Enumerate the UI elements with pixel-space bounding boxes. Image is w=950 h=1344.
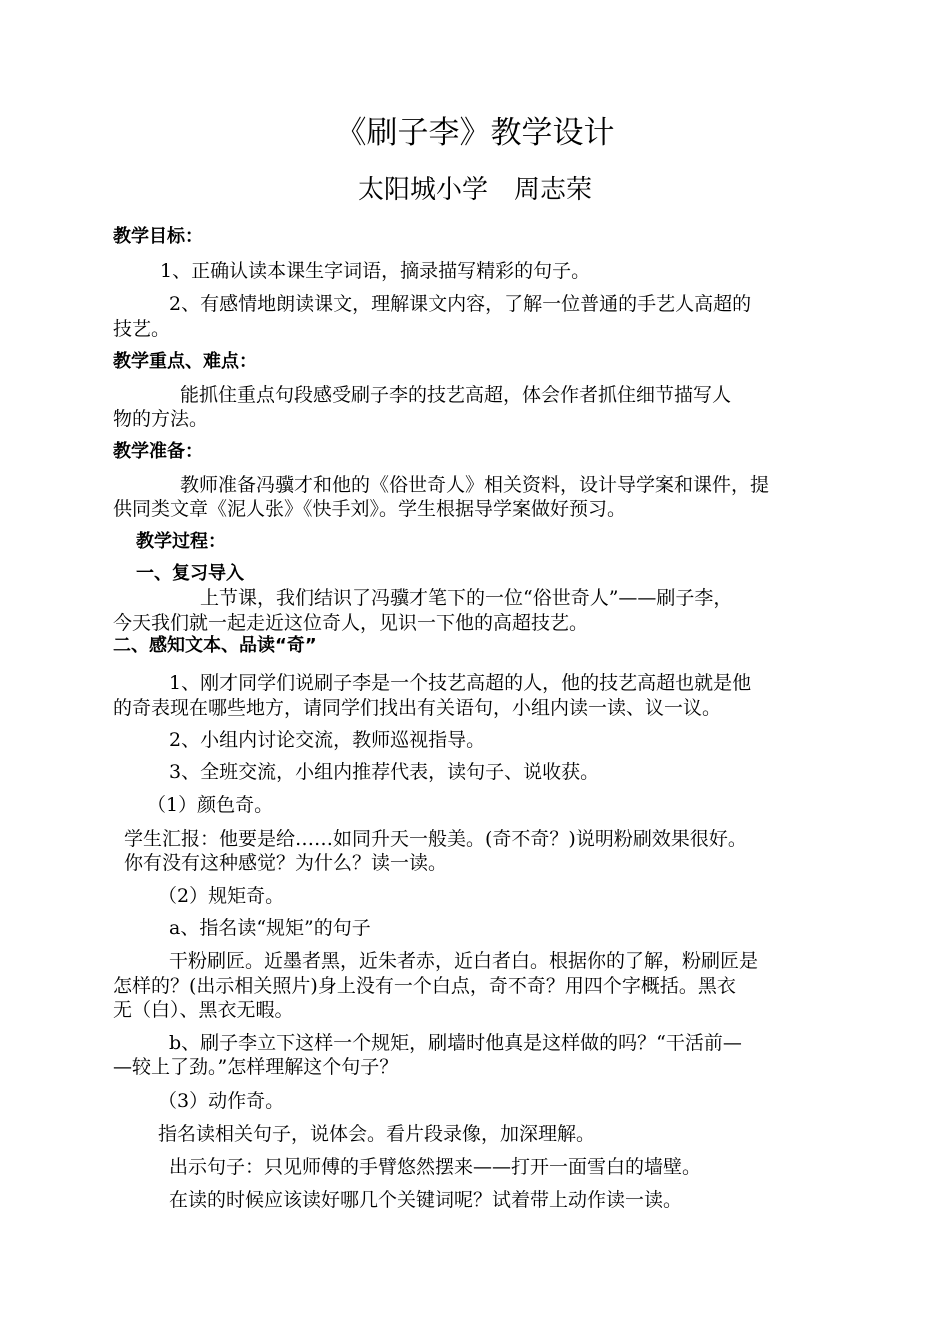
- doc-author: 太阳城小学 周志荣: [357, 175, 592, 205]
- case3-line1: 指名读相关句子，说体会。看片段录像，加深理解。: [158, 1123, 596, 1145]
- part1-heading: 一、复习导入: [136, 563, 244, 584]
- objective-1: 1、正确认读本课生字词语，摘录描写精彩的句子。: [160, 260, 591, 282]
- case2-heading: （2）规矩奇。: [158, 885, 285, 907]
- objectives-heading: 教学目标：: [113, 226, 203, 247]
- case3-heading: （3）动作奇。: [158, 1090, 285, 1112]
- case2-a-line3: 无（白）、黑衣无暇。: [113, 999, 294, 1021]
- keypoints-line1: 能抓住重点句段感受刷子李的技艺高超，体会作者抓住细节描写人: [180, 384, 732, 406]
- part2-p2: 2、小组内讨论交流，教师巡视指导。: [169, 729, 486, 751]
- case1-line1: 学生汇报：他要是给……如同升天一般美。(奇不奇？)说明粉刷效果很好。: [124, 828, 747, 850]
- doc-title: 《刷子李》教学设计: [335, 115, 615, 151]
- keypoints-line2: 物的方法。: [113, 408, 209, 430]
- prep-line2: 供同类文章《泥人张》《快手刘》。学生根据导学案做好预习。: [113, 498, 627, 520]
- case2-a-line2: 怎样的？(出示相关照片)身上没有一个白点，奇不奇？用四个字概括。黑衣: [113, 975, 736, 997]
- case2-a-line1: 干粉刷匠。近墨者黑，近朱者赤，近白者白。根据你的了解，粉刷匠是: [169, 950, 759, 972]
- prep-heading: 教学准备：: [113, 441, 203, 462]
- keypoints-heading: 教学重点、难点：: [113, 351, 257, 372]
- case2-a-heading: a、指名读“规矩”的句子: [169, 917, 371, 939]
- part1-line2: 今天我们就一起走近这位奇人，见识一下他的高超技艺。: [113, 612, 589, 634]
- case2-b-line1: b、刷子李立下这样一个规矩，刷墙时他真是这样做的吗？“干活前—: [169, 1032, 742, 1054]
- case3-line3: 在读的时候应该读好哪几个关键词呢？试着带上动作读一读。: [169, 1189, 683, 1211]
- case1-heading: （1）颜色奇。: [147, 794, 274, 816]
- part2-p1-line2: 的奇表现在哪些地方，请同学们找出有关语句，小组内读一读、议一议。: [113, 697, 722, 719]
- part2-p3: 3、全班交流，小组内推荐代表，读句子、说收获。: [169, 761, 600, 783]
- case1-line2: 你有没有这种感觉？为什么？读一读。: [124, 852, 448, 874]
- case2-b-line2: —较上了劲。”怎样理解这个句子？: [113, 1056, 399, 1078]
- objective-2-line2: 技艺。: [113, 318, 171, 340]
- process-heading: 教学过程：: [136, 531, 226, 552]
- part1-line1: 上节课，我们结识了冯骥才笔下的一位“俗世奇人”——刷子李，: [200, 587, 733, 609]
- part2-heading: 二、感知文本、品读“奇”: [113, 635, 317, 656]
- part2-p1-line1: 1、刚才同学们说刷子李是一个技艺高超的人，他的技艺高超也就是他: [169, 672, 752, 694]
- objective-2-line1: 2、有感情地朗读课文，理解课文内容，了解一位普通的手艺人高超的: [169, 293, 752, 315]
- case3-line2: 出示句子：只见师傅的手臂悠然摆来——打开一面雪白的墙壁。: [169, 1156, 702, 1178]
- prep-line1: 教师准备冯骥才和他的《俗世奇人》相关资料，设计导学案和课件，提: [180, 474, 770, 496]
